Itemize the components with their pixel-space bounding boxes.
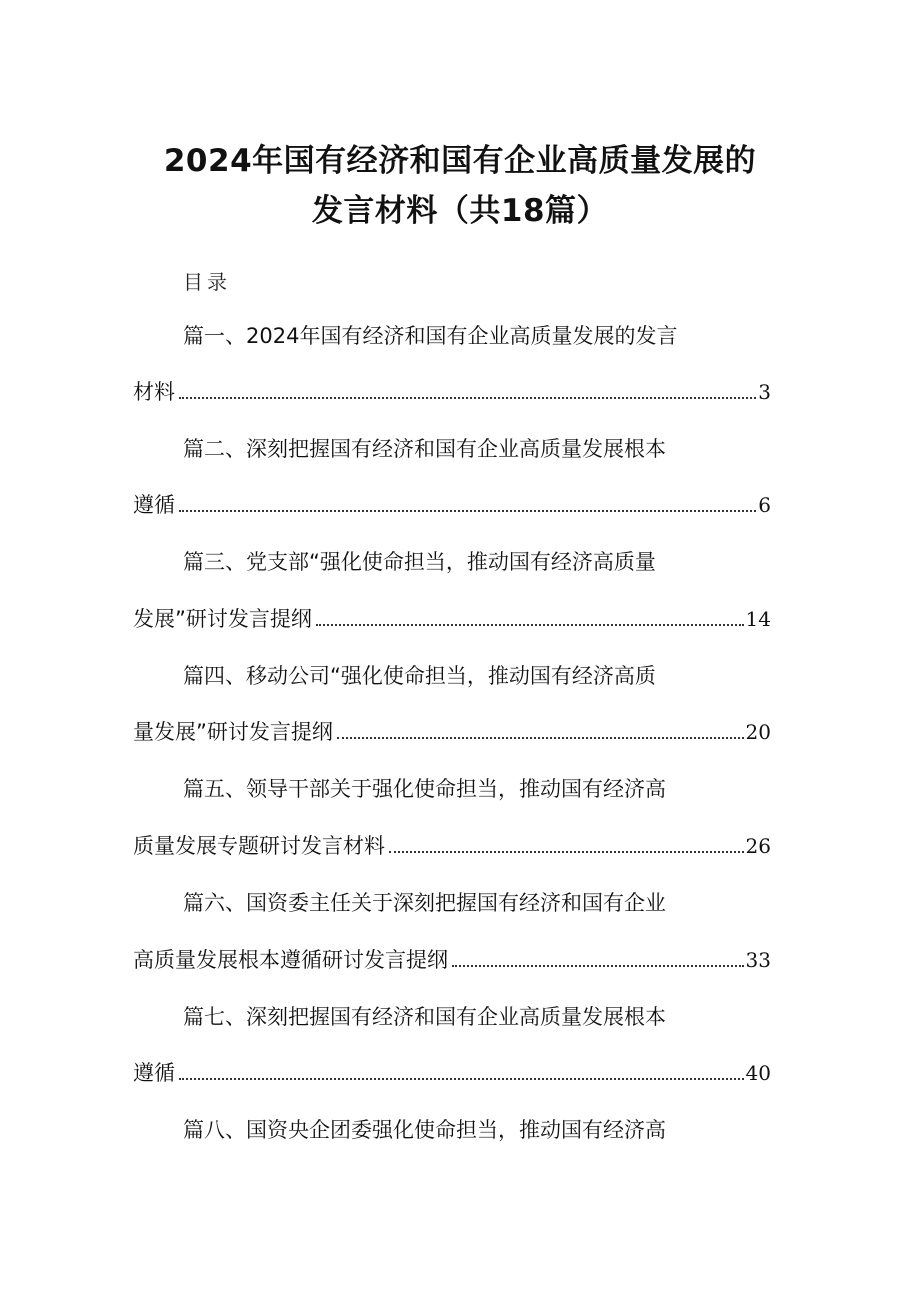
toc-entry-1-continuation[interactable] <box>133 378 771 406</box>
toc-entry-5-continuation[interactable] <box>133 832 771 860</box>
toc-entry-3-page-number: 14 <box>745 607 771 631</box>
toc-entry-1-title-end: 材料 <box>133 380 175 404</box>
toc-entry-2-page-number: 6 <box>758 493 771 517</box>
toc-entry-7-title-end: 遵循 <box>133 1061 175 1085</box>
toc-entry-2-title[interactable]: 篇二、深刻把握国有经济和国有企业高质量发展根本 <box>183 437 666 461</box>
toc-entry-4-title-end: 量发展”研讨发言提纲 <box>133 720 333 744</box>
toc-entry-2-continuation[interactable] <box>133 491 771 519</box>
toc-entry-2-leader-dots <box>179 510 756 512</box>
toc-entry-5-title-end: 质量发展专题研讨发言材料 <box>133 834 385 858</box>
toc-entry-6-page-number: 33 <box>745 948 771 972</box>
toc-entry-5-page-number: 26 <box>745 834 771 858</box>
toc-entry-8-title[interactable]: 篇八、国资央企团委强化使命担当，推动国有经济高 <box>183 1118 666 1142</box>
toc-entry-7-leader-dots <box>179 1078 744 1080</box>
toc-entry-1-page-number: 3 <box>758 380 771 404</box>
toc-entry-4-leader-dots <box>337 737 744 739</box>
toc-entry-5-title[interactable]: 篇五、领导干部关于强化使命担当，推动国有经济高 <box>183 777 666 801</box>
toc-entry-3-leader-dots <box>316 624 744 626</box>
document-title-line-1: 2024年国有经济和国有企业高质量发展的 <box>163 143 757 179</box>
toc-entry-3-continuation[interactable] <box>133 605 771 633</box>
toc-entry-7-title[interactable]: 篇七、深刻把握国有经济和国有企业高质量发展根本 <box>183 1005 666 1029</box>
toc-entry-1-leader-dots <box>179 397 756 399</box>
toc-entry-5-leader-dots <box>389 851 744 853</box>
toc-entry-3-title[interactable]: 篇三、党支部“强化使命担当，推动国有经济高质量 <box>183 550 656 574</box>
toc-entry-7-page-number: 40 <box>745 1061 771 1085</box>
document-title-line-2: 发言材料（共18篇） <box>311 193 609 229</box>
toc-entry-3-title-end: 发展”研讨发言提纲 <box>133 607 312 631</box>
toc-entry-4-page-number: 20 <box>745 720 771 744</box>
toc-entry-6-leader-dots <box>452 965 744 967</box>
toc-entry-4-continuation[interactable] <box>133 718 771 746</box>
toc-entry-7-continuation[interactable] <box>133 1059 771 1087</box>
toc-entry-6-continuation[interactable] <box>133 946 771 974</box>
toc-entry-2-title-end: 遵循 <box>133 493 175 517</box>
toc-entry-1-title[interactable]: 篇一、2024年国有经济和国有企业高质量发展的发言 <box>183 324 678 348</box>
toc-entry-4-title[interactable]: 篇四、移动公司“强化使命担当，推动国有经济高质 <box>183 664 656 688</box>
toc-entry-6-title-end: 高质量发展根本遵循研讨发言提纲 <box>133 948 448 972</box>
toc-heading: 目录 <box>183 270 231 294</box>
toc-entry-6-title[interactable]: 篇六、国资委主任关于深刻把握国有经济和国有企业 <box>183 891 666 915</box>
